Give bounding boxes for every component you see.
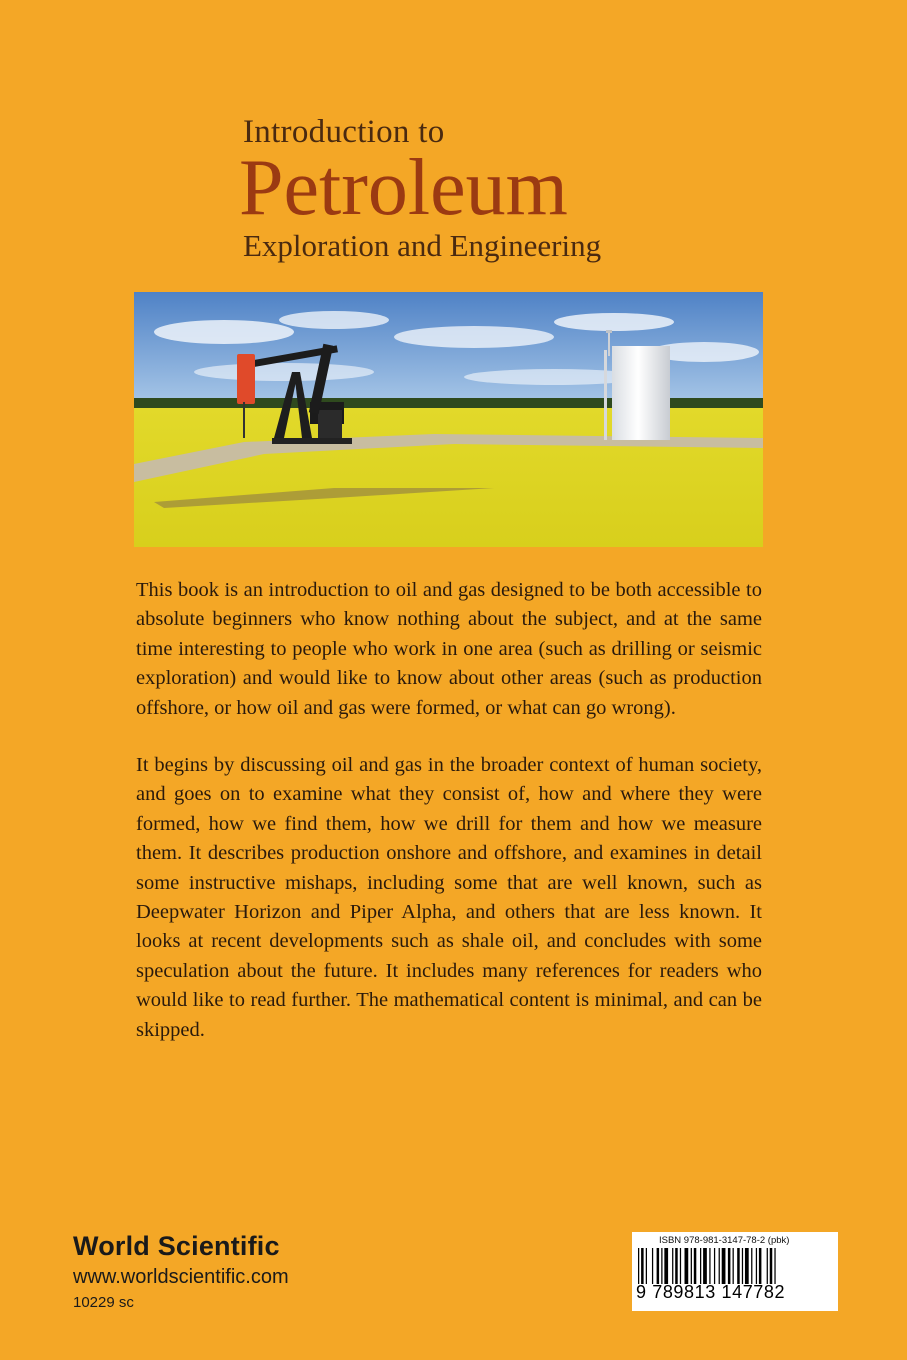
barcode-bar (767, 1248, 768, 1284)
cover-photo (134, 292, 763, 547)
barcode-bar (691, 1248, 692, 1284)
barcode-bar (672, 1248, 673, 1284)
barcode-box (632, 1232, 838, 1311)
title-block (239, 112, 713, 266)
barcode-bar (652, 1248, 653, 1284)
barcode-bar (719, 1248, 720, 1284)
barcode-bar (638, 1248, 639, 1284)
barcode-bar (661, 1248, 662, 1284)
barcode-bar (759, 1248, 762, 1284)
barcode-bar (657, 1248, 660, 1284)
barcode-bar (675, 1248, 678, 1284)
barcode-bar (751, 1248, 752, 1284)
barcode-bar (745, 1248, 749, 1284)
barcode-bar (709, 1248, 710, 1284)
barcode-bar (714, 1248, 715, 1284)
barcode-digits: 9 789813 147782 (636, 1282, 786, 1302)
barcode-bar (641, 1248, 644, 1284)
barcode-bar (694, 1248, 697, 1284)
publisher-url: www.worldscientific.com (73, 1266, 289, 1288)
book-subtitle: Exploration and Engineering (243, 228, 602, 263)
barcode-bar (703, 1248, 707, 1284)
barcode-bar (685, 1248, 689, 1284)
title-intro: Introduction to (243, 114, 445, 150)
book-title: Petroleum (239, 144, 568, 232)
book-description (136, 576, 762, 1073)
barcode-bar (646, 1248, 647, 1284)
barcode-bar (756, 1248, 757, 1284)
publisher-block (73, 1229, 289, 1315)
isbn-label: ISBN 978-981-3147-78-2 (pbk) (659, 1235, 790, 1246)
barcode-bar (700, 1248, 701, 1284)
description-paragraph: This book is an introduction to oil and gas designed to be both accessible to absolute beginners who know nothing about the subject, and at the same time interesting to people who work in one area (such as drilling or seismic exploration) and would like to know about other areas (such as production offshore, or how oil and gas were formed, or what can go wrong). (136, 579, 762, 719)
barcode-bar (728, 1248, 731, 1284)
barcode-bar (742, 1248, 743, 1284)
product-code: 10229 sc (73, 1294, 134, 1311)
barcode-bar (737, 1248, 740, 1284)
description-paragraph: It begins by discussing oil and gas in the broader context of human society, and goes on to examine what they consist of, how and where they were formed, how we find them, how we drill for them and how we measure them. It describes production onshore and offshore, and examines in detail some instructive mishaps, including some that are well known, such as Deepwater Horizon and Piper Alpha, and others that are less known. It looks at recent developments such as shale oil, and concludes with some speculation about the future. It includes many references for readers who would like to read further. The mathematical content is minimal, and can be skipped. (136, 754, 762, 1041)
barcode-bar (722, 1248, 726, 1284)
barcode-bar (733, 1248, 734, 1284)
barcode-bar (664, 1248, 668, 1284)
barcode-bar (680, 1248, 681, 1284)
publisher-name: World Scientific (73, 1231, 280, 1261)
barcode-bar (774, 1248, 775, 1284)
barcode-bar (770, 1248, 773, 1284)
barcode-bars (638, 1248, 832, 1284)
